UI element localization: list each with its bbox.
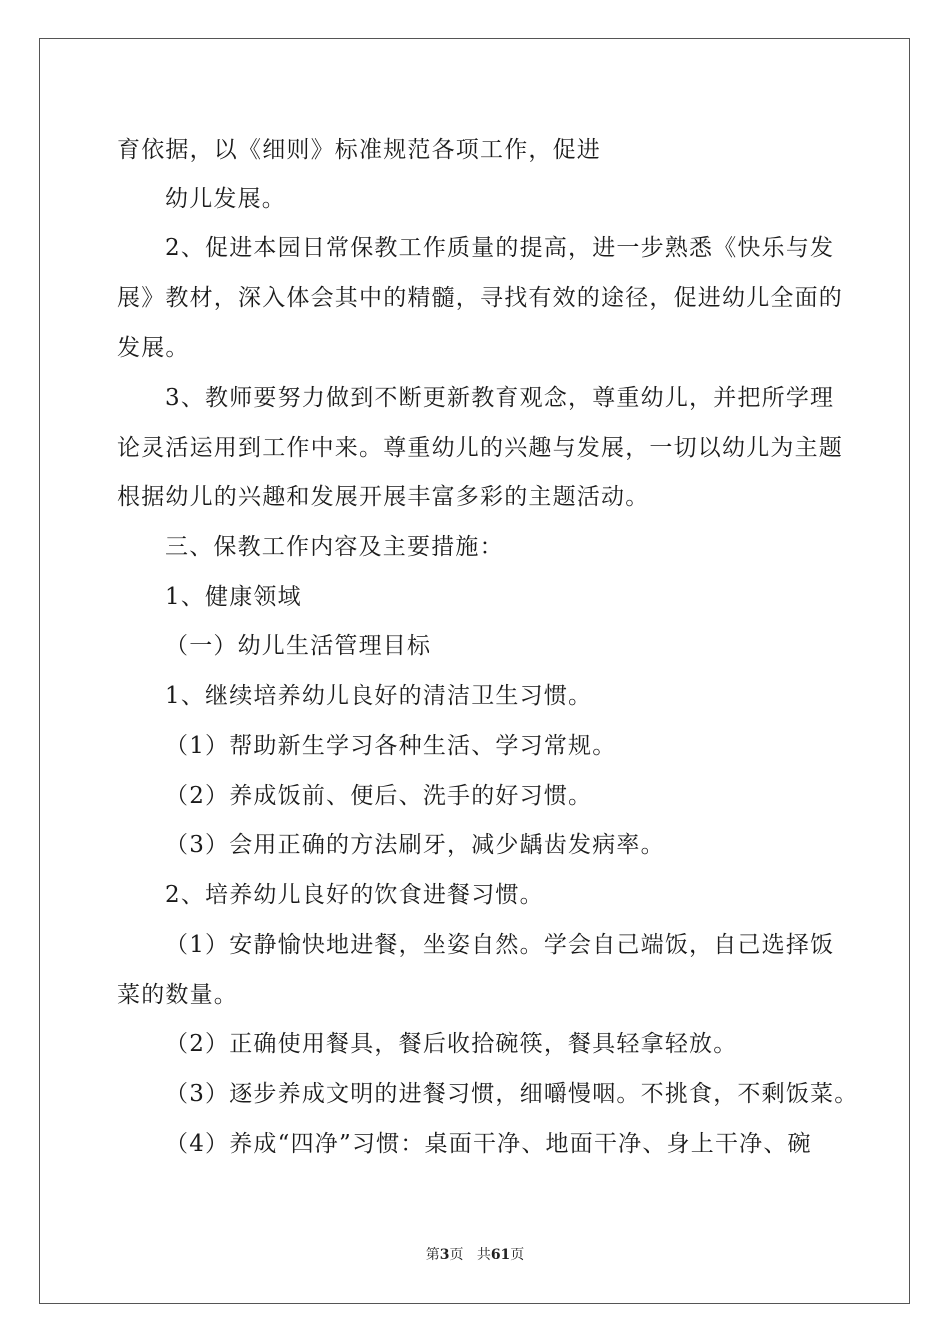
paragraph-line: 展》教材，深入体会其中的精髓，寻找有效的途径，促进幼儿全面的 <box>117 285 843 311</box>
page-border <box>39 38 910 1304</box>
footer-total-prefix: 共 <box>476 1247 491 1263</box>
paragraph-line: 育依据，以《细则》标准规范各项工作，促进 <box>117 137 601 163</box>
paragraph-line: 2、促进本园日常保教工作质量的提高，进一步熟悉《快乐与发 <box>165 235 835 261</box>
paragraph-line: 发展。 <box>117 335 190 361</box>
footer-total-pages: 61 <box>490 1247 511 1263</box>
paragraph-line: （3）逐步养成文明的进餐习惯，细嚼慢咽。不挑食，不剩饭菜。 <box>165 1081 859 1107</box>
paragraph-line: （1）帮助新生学习各种生活、学习常规。 <box>165 733 617 759</box>
paragraph-line: 根据幼儿的兴趣和发展开展丰富多彩的主题活动。 <box>117 484 650 510</box>
paragraph-line: （2）养成饭前、便后、洗手的好习惯。 <box>165 783 593 809</box>
paragraph-line: （1）安静愉快地进餐，坐姿自然。学会自己端饭，自己选择饭 <box>165 932 835 958</box>
paragraph-line: （2）正确使用餐具，餐后收拾碗筷，餐具轻拿轻放。 <box>165 1031 738 1057</box>
paragraph-line: 1、健康领域 <box>165 584 302 610</box>
page-footer <box>0 1245 950 1265</box>
paragraph-line: 幼儿发展。 <box>165 186 286 212</box>
paragraph-line: 2、培养幼儿良好的饮食进餐习惯。 <box>165 882 544 908</box>
paragraph-line: 三、保教工作内容及主要措施： <box>165 534 504 560</box>
footer-total-suffix: 页 <box>510 1247 525 1263</box>
paragraph-line: （4）养成“四净”习惯：桌面干净、地面干净、身上干净、碗 <box>165 1131 812 1157</box>
paragraph-line: 菜的数量。 <box>117 982 238 1008</box>
footer-prefix: 第 <box>425 1247 440 1263</box>
paragraph-line: （3）会用正确的方法刷牙，减少龋齿发病率。 <box>165 832 665 858</box>
footer-page-number: 3 <box>439 1247 450 1263</box>
paragraph-line: （一）幼儿生活管理目标 <box>165 633 432 659</box>
paragraph-line: 3、教师要努力做到不断更新教育观念，尊重幼儿，并把所学理 <box>165 385 835 411</box>
footer-page-suffix: 页 <box>449 1247 464 1263</box>
paragraph-line: 论灵活运用到工作中来。尊重幼儿的兴趣与发展，一切以幼儿为主题 <box>117 435 843 461</box>
paragraph-line: 1、继续培养幼儿良好的清洁卫生习惯。 <box>165 683 593 709</box>
